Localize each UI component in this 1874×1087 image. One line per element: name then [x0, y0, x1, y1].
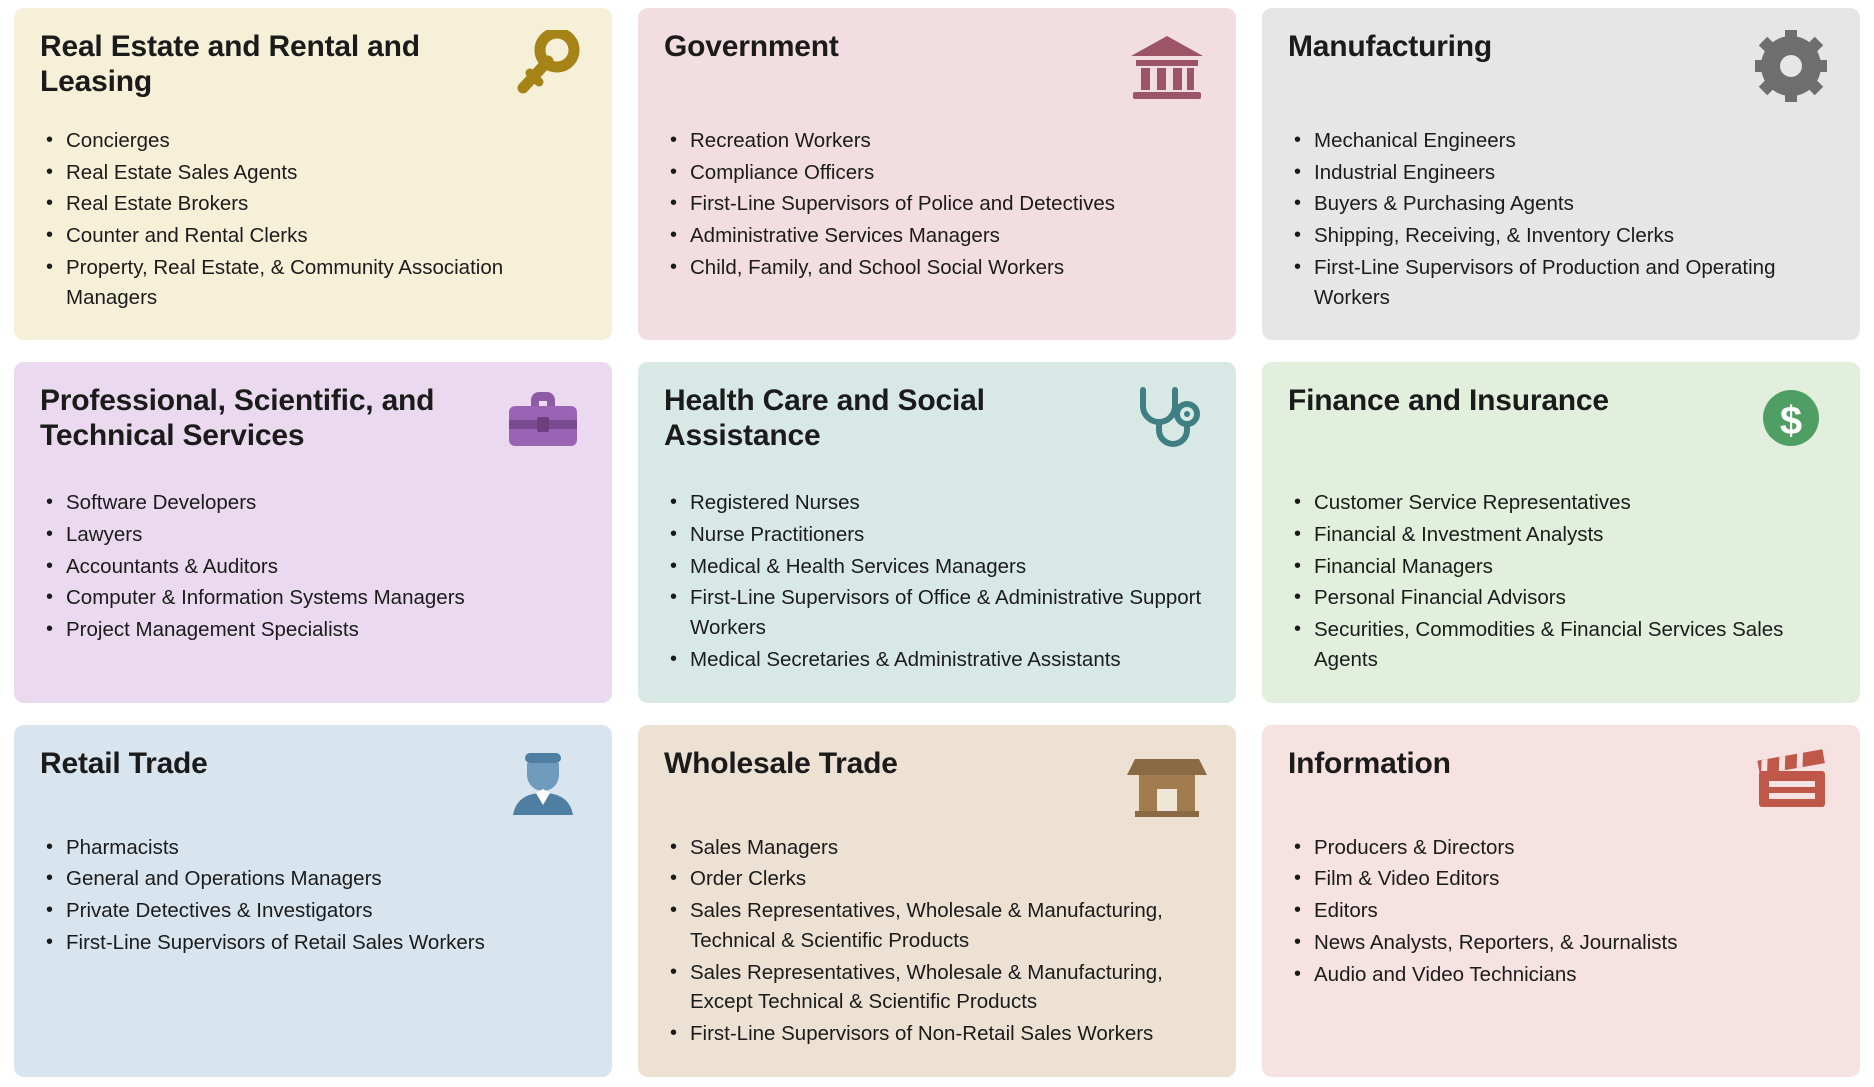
list-item: • Child, Family, and School Social Workers — [686, 253, 1210, 283]
role-list — [1288, 833, 1834, 990]
list-item: • Registered Nurses — [686, 488, 1210, 518]
worker-person-icon — [500, 747, 586, 823]
list-item: • First-Line Supervisors of Production and Operating Workers — [1310, 253, 1834, 312]
card-title: Manufacturing — [1288, 30, 1493, 63]
list-item: • Audio and Video Technicians — [1310, 960, 1834, 990]
industry-card-professional-scientific — [14, 362, 612, 702]
card-title: Government — [664, 30, 839, 63]
role-list — [1288, 126, 1834, 312]
list-item: • Producers & Directors — [1310, 833, 1834, 863]
list-item: • Recreation Workers — [686, 126, 1210, 156]
list-item: • Buyers & Purchasing Agents — [1310, 189, 1834, 219]
industry-card-finance-insurance — [1262, 362, 1860, 702]
list-item: • First-Line Supervisors of Non-Retail Sales Workers — [686, 1019, 1210, 1049]
role-list — [40, 488, 586, 645]
card-header — [40, 30, 586, 122]
card-title: Real Estate and Rental and Leasing — [40, 30, 420, 98]
role-list — [664, 833, 1210, 1049]
dollar-coin-icon — [1748, 384, 1834, 460]
card-header — [664, 747, 1210, 829]
list-item: • Lawyers — [62, 520, 586, 550]
list-item: • Project Management Specialists — [62, 615, 586, 645]
card-title: Information — [1288, 746, 1451, 780]
storefront-icon — [1124, 747, 1210, 823]
role-list — [40, 833, 586, 958]
list-item: • Real Estate Sales Agents — [62, 158, 586, 188]
list-item: • Compliance Officers — [686, 158, 1210, 188]
list-item: • Financial Managers — [1310, 552, 1834, 582]
card-title: Professional, Scientific, and Technical Services — [40, 384, 435, 453]
card-header — [664, 384, 1210, 484]
briefcase-icon — [500, 384, 586, 460]
role-list — [40, 126, 586, 312]
list-item: • Real Estate Brokers — [62, 189, 586, 219]
industry-card-government — [638, 8, 1236, 340]
list-item: • Sales Representatives, Wholesale & Manufacturing, Except Technical & Scientific Products — [686, 958, 1210, 1017]
industry-card-manufacturing — [1262, 8, 1860, 340]
card-header — [40, 384, 586, 484]
card-header — [40, 747, 586, 829]
card-header — [1288, 384, 1834, 484]
list-item: • Personal Financial Advisors — [1310, 583, 1834, 613]
list-item: • Medical Secretaries & Administrative Assistants — [686, 645, 1210, 675]
list-item: • Film & Video Editors — [1310, 864, 1834, 894]
list-item: • Counter and Rental Clerks — [62, 221, 586, 251]
key-icon — [500, 30, 586, 106]
industry-card-real-estate — [14, 8, 612, 340]
list-item: • Pharmacists — [62, 833, 586, 863]
list-item: • First-Line Supervisors of Office & Administrative Support Workers — [686, 583, 1210, 642]
role-list — [664, 126, 1210, 283]
gear-icon — [1748, 30, 1834, 106]
list-item: • Private Detectives & Investigators — [62, 896, 586, 926]
card-title: Retail Trade — [40, 746, 208, 780]
list-item: • Industrial Engineers — [1310, 158, 1834, 188]
list-item: • Concierges — [62, 126, 586, 156]
industry-card-retail-trade — [14, 725, 612, 1077]
list-item: • Software Developers — [62, 488, 586, 518]
list-item: • Accountants & Auditors — [62, 552, 586, 582]
card-header — [1288, 747, 1834, 829]
list-item: • Medical & Health Services Managers — [686, 552, 1210, 582]
list-item: • Financial & Investment Analysts — [1310, 520, 1834, 550]
card-header — [664, 30, 1210, 122]
industry-card-information — [1262, 725, 1860, 1077]
list-item: • Securities, Commodities & Financial Services Sales Agents — [1310, 615, 1834, 674]
list-item: • Order Clerks — [686, 864, 1210, 894]
list-item: • News Analysts, Reporters, & Journalists — [1310, 928, 1834, 958]
list-item: • Editors — [1310, 896, 1834, 926]
card-title: Health Care and Social Assistance — [664, 384, 985, 453]
list-item: • First-Line Supervisors of Police and Detectives — [686, 189, 1210, 219]
bank-icon — [1124, 30, 1210, 106]
clapperboard-icon — [1748, 747, 1834, 823]
svg-text:$: $ — [1779, 399, 1803, 444]
list-item: • First-Line Supervisors of Retail Sales Workers — [62, 928, 586, 958]
list-item: • Sales Managers — [686, 833, 1210, 863]
list-item: • Administrative Services Managers — [686, 221, 1210, 251]
stethoscope-icon — [1124, 384, 1210, 460]
list-item: • Mechanical Engineers — [1310, 126, 1834, 156]
list-item: • Customer Service Representatives — [1310, 488, 1834, 518]
list-item: • General and Operations Managers — [62, 864, 586, 894]
role-list — [1288, 488, 1834, 674]
list-item: • Shipping, Receiving, & Inventory Clerks — [1310, 221, 1834, 251]
card-title: Finance and Insurance — [1288, 384, 1609, 418]
card-header — [1288, 30, 1834, 122]
industry-card-health-care — [638, 362, 1236, 702]
list-item: • Sales Representatives, Wholesale & Manufacturing, Technical & Scientific Products — [686, 896, 1210, 955]
list-item: • Property, Real Estate, & Community Association Managers — [62, 253, 586, 312]
card-title: Wholesale Trade — [664, 746, 898, 780]
list-item: • Computer & Information Systems Managers — [62, 583, 586, 613]
role-list — [664, 488, 1210, 674]
list-item: • Nurse Practitioners — [686, 520, 1210, 550]
industry-card-wholesale-trade — [638, 725, 1236, 1077]
